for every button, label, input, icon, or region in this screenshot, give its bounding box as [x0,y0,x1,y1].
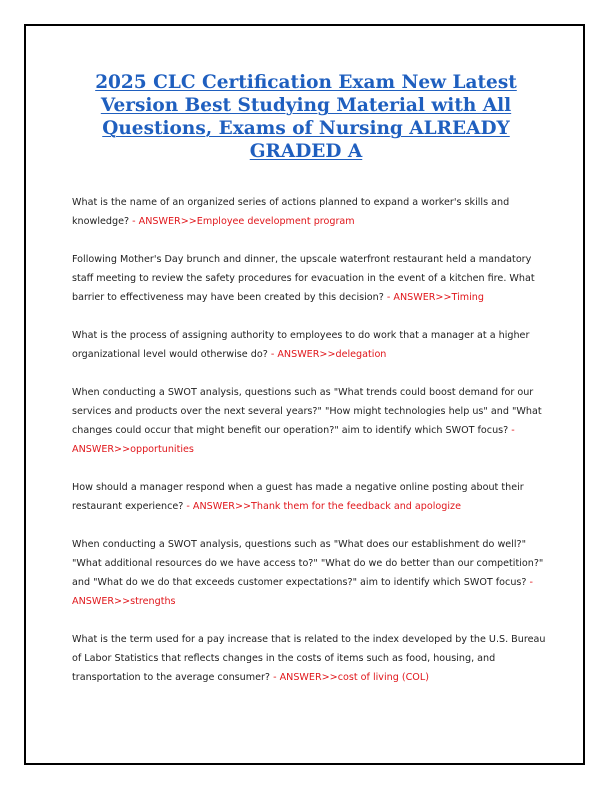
document-title: 2025 CLC Certification Exam New Latest Version Best Studying Material with All Questions, Exams of Nursing ALREADY GRADED A [95,72,517,162]
qa-list [72,193,552,706]
qa-item [72,250,552,307]
answer-prefix: ANSWER>> [72,596,131,607]
answer-prefix: ANSWER>> [279,672,338,683]
answer-separator: - [270,672,280,683]
answer-text: cost of living (COL) [337,672,429,683]
qa-item [72,630,552,687]
question-text: How should a manager respond when a guest has made a negative online posting about their restaurant experience? [72,482,524,512]
answer-text: strengths [130,596,176,607]
answer-prefix: ANSWER>> [393,292,452,303]
question-text: Following Mother's Day brunch and dinner, the upscale waterfront restaurant held a mandatory staff meeting to review the safety procedures for evacuation in the event of a kitchen fire. What barrier to effectiveness may have been created by this decision? [72,254,535,303]
answer-separator: - [508,425,515,436]
question-text: When conducting a SWOT analysis, questions such as "What does our establishment do well?" "What additional resources do we have access to?" "What do we do better than our competition?" and "What do we do that exceeds customer expectations?" aim to identify which SWOT focus? [72,539,544,588]
question-text: What is the term used for a pay increase that is related to the index developed by the U.S. Bureau of Labor Statistics that reflects changes in the costs of items such as food, housing, and transportation to the average consumer? [72,634,546,683]
question-text: What is the name of an organized series of actions planned to expand a worker's skills and knowledge? [72,197,510,227]
answer-text: delegation [335,349,387,360]
answer-prefix: ANSWER>> [138,216,197,227]
question-text: When conducting a SWOT analysis, questions such as "What trends could boost demand for our services and products over the next several years?" "How might technologies help us" and "What changes could occur that might benefit our operation?" aim to identify which SWOT focus? [72,387,542,436]
answer-prefix: ANSWER>> [277,349,336,360]
qa-item [72,383,552,459]
answer-text: opportunities [130,444,194,455]
answer-text: Timing [451,292,484,303]
qa-item [72,326,552,364]
answer-prefix: ANSWER>> [72,444,131,455]
answer-prefix: ANSWER>> [192,501,252,512]
question-text: What is the process of assigning authority to employees to do work that a manager at a higher organizational level would otherwise do? [72,330,530,360]
answer-separator: - [383,292,394,303]
answer-separator: - [183,501,193,512]
answer-separator: - [129,216,139,227]
qa-item [72,535,552,611]
answer-text: Employee development program [196,216,355,227]
answer-separator: - [267,349,278,360]
answer-separator: - [526,577,534,588]
answer-text: Thank them for the feedback and apologize [251,501,461,512]
qa-item [72,478,552,516]
qa-item [72,193,552,231]
